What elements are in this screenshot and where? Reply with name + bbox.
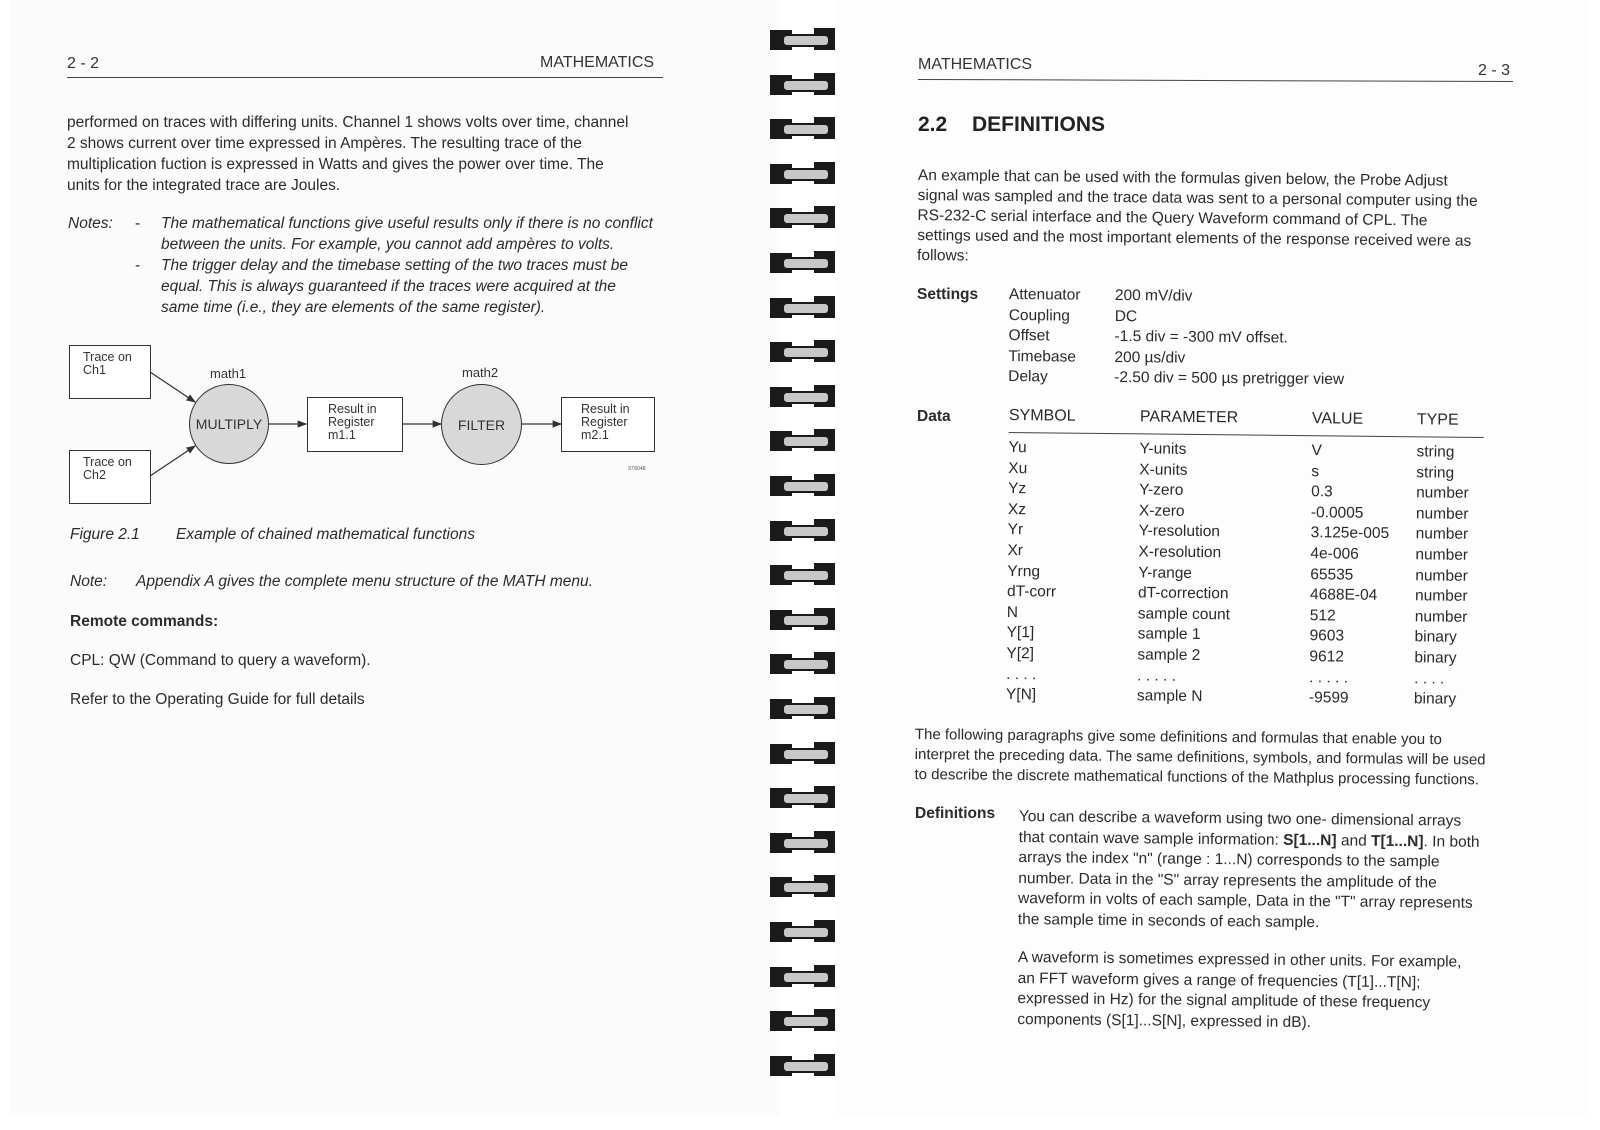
value-cell: -9599 [1308, 689, 1349, 707]
symbol-cell: N [1006, 603, 1019, 621]
spiral-coil [770, 784, 840, 812]
following-line: The following paragraphs give some definitions and formulas that enable you to [914, 725, 1442, 749]
t-array-term: T[1...N] [1370, 832, 1424, 850]
box-line: m2.1 [581, 428, 609, 442]
setting-name: Attenuator [1008, 285, 1081, 304]
type-cell: binary [1414, 628, 1457, 647]
value-cell: 512 [1309, 606, 1336, 625]
spiral-coil [770, 115, 840, 143]
settings-label: Settings [917, 286, 979, 303]
left-page-number: 2 - 2 [67, 55, 100, 72]
symbol-cell: . . . . [1006, 665, 1037, 683]
type-cell: . . . . [1414, 669, 1445, 688]
box-line: Trace on [83, 455, 132, 469]
setting-value: DC [1114, 307, 1138, 325]
parameter-cell: dT-correction [1137, 584, 1229, 603]
result-m2-box [561, 397, 655, 452]
parameter-cell: . . . . . [1137, 666, 1177, 685]
note-line: same time (i.e., they are elements of the same register). [161, 299, 546, 316]
intro-line: units for the integrated trace are Joules. [67, 177, 341, 194]
following-line: interpret the preceding data. The same definitions, symbols, and formulas will be used [914, 745, 1486, 769]
setting-name: Offset [1008, 326, 1050, 345]
spiral-coil [770, 918, 840, 946]
symbol-cell: Yrng [1007, 562, 1041, 580]
setting-value: 200 mV/div [1114, 286, 1193, 305]
header-parameter: PARAMETER [1139, 408, 1239, 427]
s-array-term: S[1...N] [1283, 831, 1337, 849]
section-number: 2.2 [918, 113, 948, 136]
parameter-cell: Y-zero [1139, 481, 1184, 500]
setting-value: -1.5 div = -300 mV offset. [1114, 327, 1288, 347]
right-header-title: MATHEMATICS [918, 56, 1033, 73]
parameter-cell: sample count [1137, 605, 1231, 624]
figure-number: Figure 2.1 [70, 526, 140, 543]
spiral-coil [770, 829, 840, 857]
definition-line: arrays the index "n" (range : 1...N) corresponds to the sample [1018, 848, 1440, 871]
symbol-cell: dT-corr [1006, 583, 1057, 601]
left-header-title: MATHEMATICS [540, 54, 655, 71]
arrow-ch2-multiply [150, 446, 195, 476]
symbol-cell: Yu [1008, 438, 1027, 457]
definition-line: the sample time in seconds of each sample. [1017, 910, 1320, 931]
symbol-cell: Xz [1007, 500, 1027, 518]
spiral-coil [770, 873, 840, 901]
text-span: . In both [1423, 832, 1480, 851]
refer-text: Refer to the Operating Guide for full details [70, 691, 365, 708]
definitions-label: Definitions [915, 805, 996, 822]
result-m1-box [307, 397, 403, 452]
trace-ch1-box [69, 345, 151, 399]
box-line: Result in [581, 402, 630, 416]
box-line: Register [328, 415, 375, 429]
note-line: The trigger delay and the timebase setting of the two traces must be [161, 257, 628, 274]
symbol-cell: Yr [1007, 521, 1024, 539]
value-cell: 9612 [1309, 648, 1344, 666]
type-cell: number [1415, 566, 1468, 585]
note-line: between the units. For example, you cannot add ampères to volts. [161, 236, 615, 253]
type-cell: number [1416, 484, 1469, 503]
box-line: Result in [328, 402, 377, 416]
text-span: that contain wave sample information: [1018, 828, 1284, 849]
symbol-cell: Xu [1008, 459, 1028, 477]
definitions-paragraph-1 [1018, 807, 1519, 935]
parameter-cell: sample N [1136, 687, 1203, 706]
right-page-number: 2 - 3 [1478, 62, 1511, 79]
notes-label: Notes: [68, 215, 113, 232]
intro-line: follows: [916, 246, 969, 265]
value-cell: 4688E-04 [1309, 586, 1378, 605]
spiral-coil [770, 695, 840, 723]
type-cell: number [1415, 546, 1469, 564]
following-line: to describe the discrete mathematical functions of the Mathplus processing functions. [914, 765, 1480, 789]
remote-commands-heading: Remote commands: [70, 613, 219, 630]
spiral-coil [770, 71, 840, 99]
type-cell: string [1416, 443, 1455, 461]
box-line: Ch1 [83, 363, 106, 377]
multiply-node: MULTIPLY [189, 384, 269, 464]
type-cell: number [1414, 587, 1468, 605]
spiral-coil [770, 606, 840, 634]
parameter-cell: X-zero [1138, 502, 1185, 520]
parameter-cell: X-resolution [1138, 543, 1222, 562]
setting-name: Delay [1008, 367, 1048, 386]
spiral-coil [770, 427, 840, 455]
box-line: Ch2 [83, 468, 106, 482]
math2-label: math2 [462, 365, 499, 380]
value-cell: . . . . . [1309, 668, 1349, 687]
math1-label: math1 [210, 366, 247, 381]
type-cell: number [1414, 608, 1468, 626]
parameter-cell: X-units [1139, 460, 1188, 479]
parameter-cell: sample 1 [1137, 625, 1201, 644]
intro-line: settings used and the most important elements of the response received were as [917, 226, 1472, 250]
value-cell: 3.125e-005 [1310, 524, 1390, 543]
note-text: Appendix A gives the complete menu structure of the MATH menu. [136, 573, 593, 590]
spiral-coil [770, 338, 840, 366]
box-line: Register [581, 415, 628, 429]
value-cell: V [1311, 442, 1322, 460]
right-intro-paragraph [917, 166, 1518, 272]
spiral-coil [770, 249, 840, 277]
type-cell: binary [1413, 690, 1457, 708]
symbol-cell: Yz [1008, 480, 1027, 498]
data-label: Data [917, 408, 951, 425]
spiral-coil [770, 472, 840, 500]
definition-line: number. Data in the "S" array represents the amplitude of the [1018, 869, 1437, 891]
text-span: and [1336, 831, 1372, 850]
settings-values [1114, 286, 1345, 391]
parameter-cell: Y-resolution [1138, 522, 1221, 541]
note-bullet: - [135, 215, 141, 232]
spiral-coil [770, 561, 840, 589]
intro-line: An example that can be used with the formulas given below, the Probe Adjust [917, 166, 1448, 190]
parameter-cell: Y-range [1138, 563, 1193, 582]
spiral-coil [770, 160, 840, 188]
spiral-coil [770, 963, 840, 991]
box-line: Trace on [83, 350, 132, 364]
value-cell: -0.0005 [1310, 503, 1364, 522]
spiral-coil [770, 1007, 840, 1035]
spiral-coil [770, 517, 840, 545]
value-cell: 65535 [1310, 565, 1354, 584]
type-cell: number [1415, 525, 1469, 544]
note-label: Note: [70, 573, 108, 590]
spiral-coil [770, 294, 840, 322]
header-symbol: SYMBOL [1008, 406, 1076, 425]
filter-node: FILTER [441, 384, 522, 465]
header-type: TYPE [1416, 411, 1459, 429]
symbol-cell: Xr [1007, 541, 1024, 560]
settings-names [1008, 285, 1080, 388]
spiral-coil [770, 1052, 840, 1080]
note-line: The mathematical functions give useful results only if there is no conflict [161, 215, 653, 232]
spiral-coil [770, 740, 840, 768]
trace-ch2-box [69, 450, 151, 504]
spiral-coil [770, 204, 840, 232]
header-value: VALUE [1311, 410, 1364, 428]
type-cell: number [1415, 505, 1469, 523]
setting-name: Coupling [1008, 306, 1070, 325]
following-paragraph [914, 725, 1525, 791]
figure-code: ST6048 [628, 466, 646, 472]
section-title: DEFINITIONS [972, 113, 1106, 136]
figure-caption: Example of chained mathematical functions [176, 526, 475, 543]
value-cell: s [1311, 462, 1320, 480]
intro-line: multiplication fuction is expressed in Watts and gives the power over time. The [67, 156, 604, 173]
spiral-coil [770, 650, 840, 678]
symbol-cell: Y[N] [1005, 686, 1037, 704]
symbol-cell: Y[2] [1006, 644, 1035, 663]
parameter-cell: sample 2 [1137, 646, 1201, 665]
value-cell: 9603 [1309, 627, 1345, 645]
definitions-paragraph-2 [1017, 948, 1518, 1035]
intro-line: signal was sampled and the trace data was sent to a personal computer using the [917, 186, 1478, 210]
type-cell: string [1416, 463, 1455, 482]
setting-name: Timebase [1008, 347, 1076, 366]
definition-line: an FFT waveform gives a range of frequencies (T[1]...T[N]; [1017, 969, 1421, 991]
definition-line: waveform in volts of each sample, Data in the "T" array represents [1017, 889, 1473, 912]
box-line: m1.1 [328, 428, 356, 442]
type-cell: binary [1414, 649, 1457, 667]
symbol-cell: Y[1] [1006, 624, 1035, 642]
intro-line: performed on traces with differing units. Channel 1 shows volts over time, channel [67, 114, 629, 131]
value-cell: 0.3 [1311, 483, 1333, 501]
spiral-coil [770, 383, 840, 411]
note-bullet: - [135, 257, 141, 274]
definition-line: expressed in Hz) for the signal amplitude of these frequency [1017, 989, 1431, 1012]
value-cell: 4e-006 [1310, 545, 1359, 563]
intro-line: RS-232-C serial interface and the Query Waveform command of CPL. The [917, 206, 1428, 230]
definition-line: You can describe a waveform using two one- dimensional arrays [1018, 807, 1462, 830]
setting-value: 200 µs/div [1114, 348, 1186, 367]
setting-value: -2.50 div = 500 µs pretrigger view [1114, 368, 1345, 389]
definition-line: components (S[1]...S[N], expressed in dB). [1017, 1010, 1312, 1031]
intro-line: 2 shows current over time expressed in Ampères. The resulting trace of the [67, 135, 582, 152]
note-line: equal. This is always guaranteed if the traces were acquired at the [161, 278, 616, 295]
definition-line: A waveform is sometimes expressed in other units. For example, [1017, 948, 1462, 971]
spiral-coil [770, 26, 840, 54]
arrow-ch1-multiply [150, 372, 195, 402]
parameter-cell: Y-units [1139, 440, 1187, 458]
cpl-command: CPL: QW (Command to query a waveform). [70, 652, 371, 669]
